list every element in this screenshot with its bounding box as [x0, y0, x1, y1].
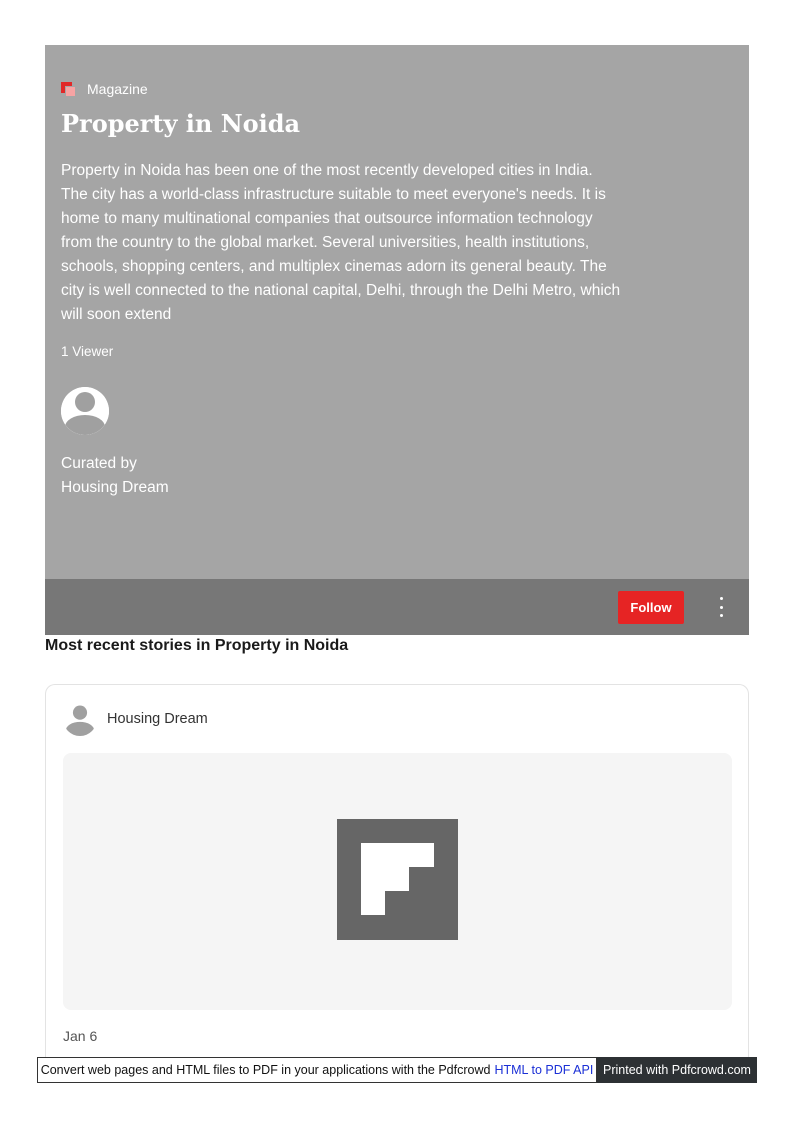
curator-name[interactable]: Housing Dream [61, 479, 169, 496]
section-title: Most recent stories in Property in Noida [45, 637, 349, 654]
flipboard-logo-icon [337, 819, 458, 940]
story-card[interactable] [45, 684, 749, 1065]
curated-by-label: Curated by [61, 455, 137, 472]
footer-promo [37, 1057, 597, 1083]
magazine-label: Magazine [87, 81, 148, 97]
action-bar [45, 579, 749, 635]
pdfcrowd-footer [37, 1057, 757, 1083]
page-title: Property in Noida [61, 109, 301, 138]
magazine-hero [45, 45, 749, 579]
user-avatar-icon [61, 387, 109, 435]
follow-button[interactable]: Follow [618, 591, 684, 624]
curated-by [61, 452, 169, 500]
footer-brand[interactable]: Printed with Pdfcrowd.com [597, 1057, 757, 1083]
magazine-description: Property in Noida has been one of the most recently developed cities in India. The city has a world-class infrastructure suitable to meet everyone's needs. It is home to many multinational companies that outsource information technology from the country to the global market. Several universities, health institutions, schools, shopping centers, and multiplex cinemas adorn its general beauty. The city is well connected to the national capital, Delhi, through the Delhi Metro, which will soon extend [61, 162, 621, 323]
story-date: Jan 6 [63, 1028, 98, 1044]
magazine-icon [61, 82, 75, 96]
user-avatar-icon [63, 702, 97, 736]
curator-avatar[interactable] [61, 387, 109, 435]
author-avatar[interactable] [63, 702, 97, 736]
story-thumbnail[interactable] [63, 753, 732, 1010]
story-author-row[interactable] [63, 702, 208, 736]
viewer-count: 1 Viewer [61, 344, 114, 359]
story-author-name[interactable]: Housing Dream [107, 711, 208, 727]
footer-text: Convert web pages and HTML files to PDF in your applications with the Pdfcrowd [40, 1063, 491, 1077]
more-vertical-icon[interactable] [711, 595, 731, 619]
footer-api-link[interactable]: HTML to PDF API [494, 1063, 594, 1077]
magazine-label-row [61, 81, 148, 97]
